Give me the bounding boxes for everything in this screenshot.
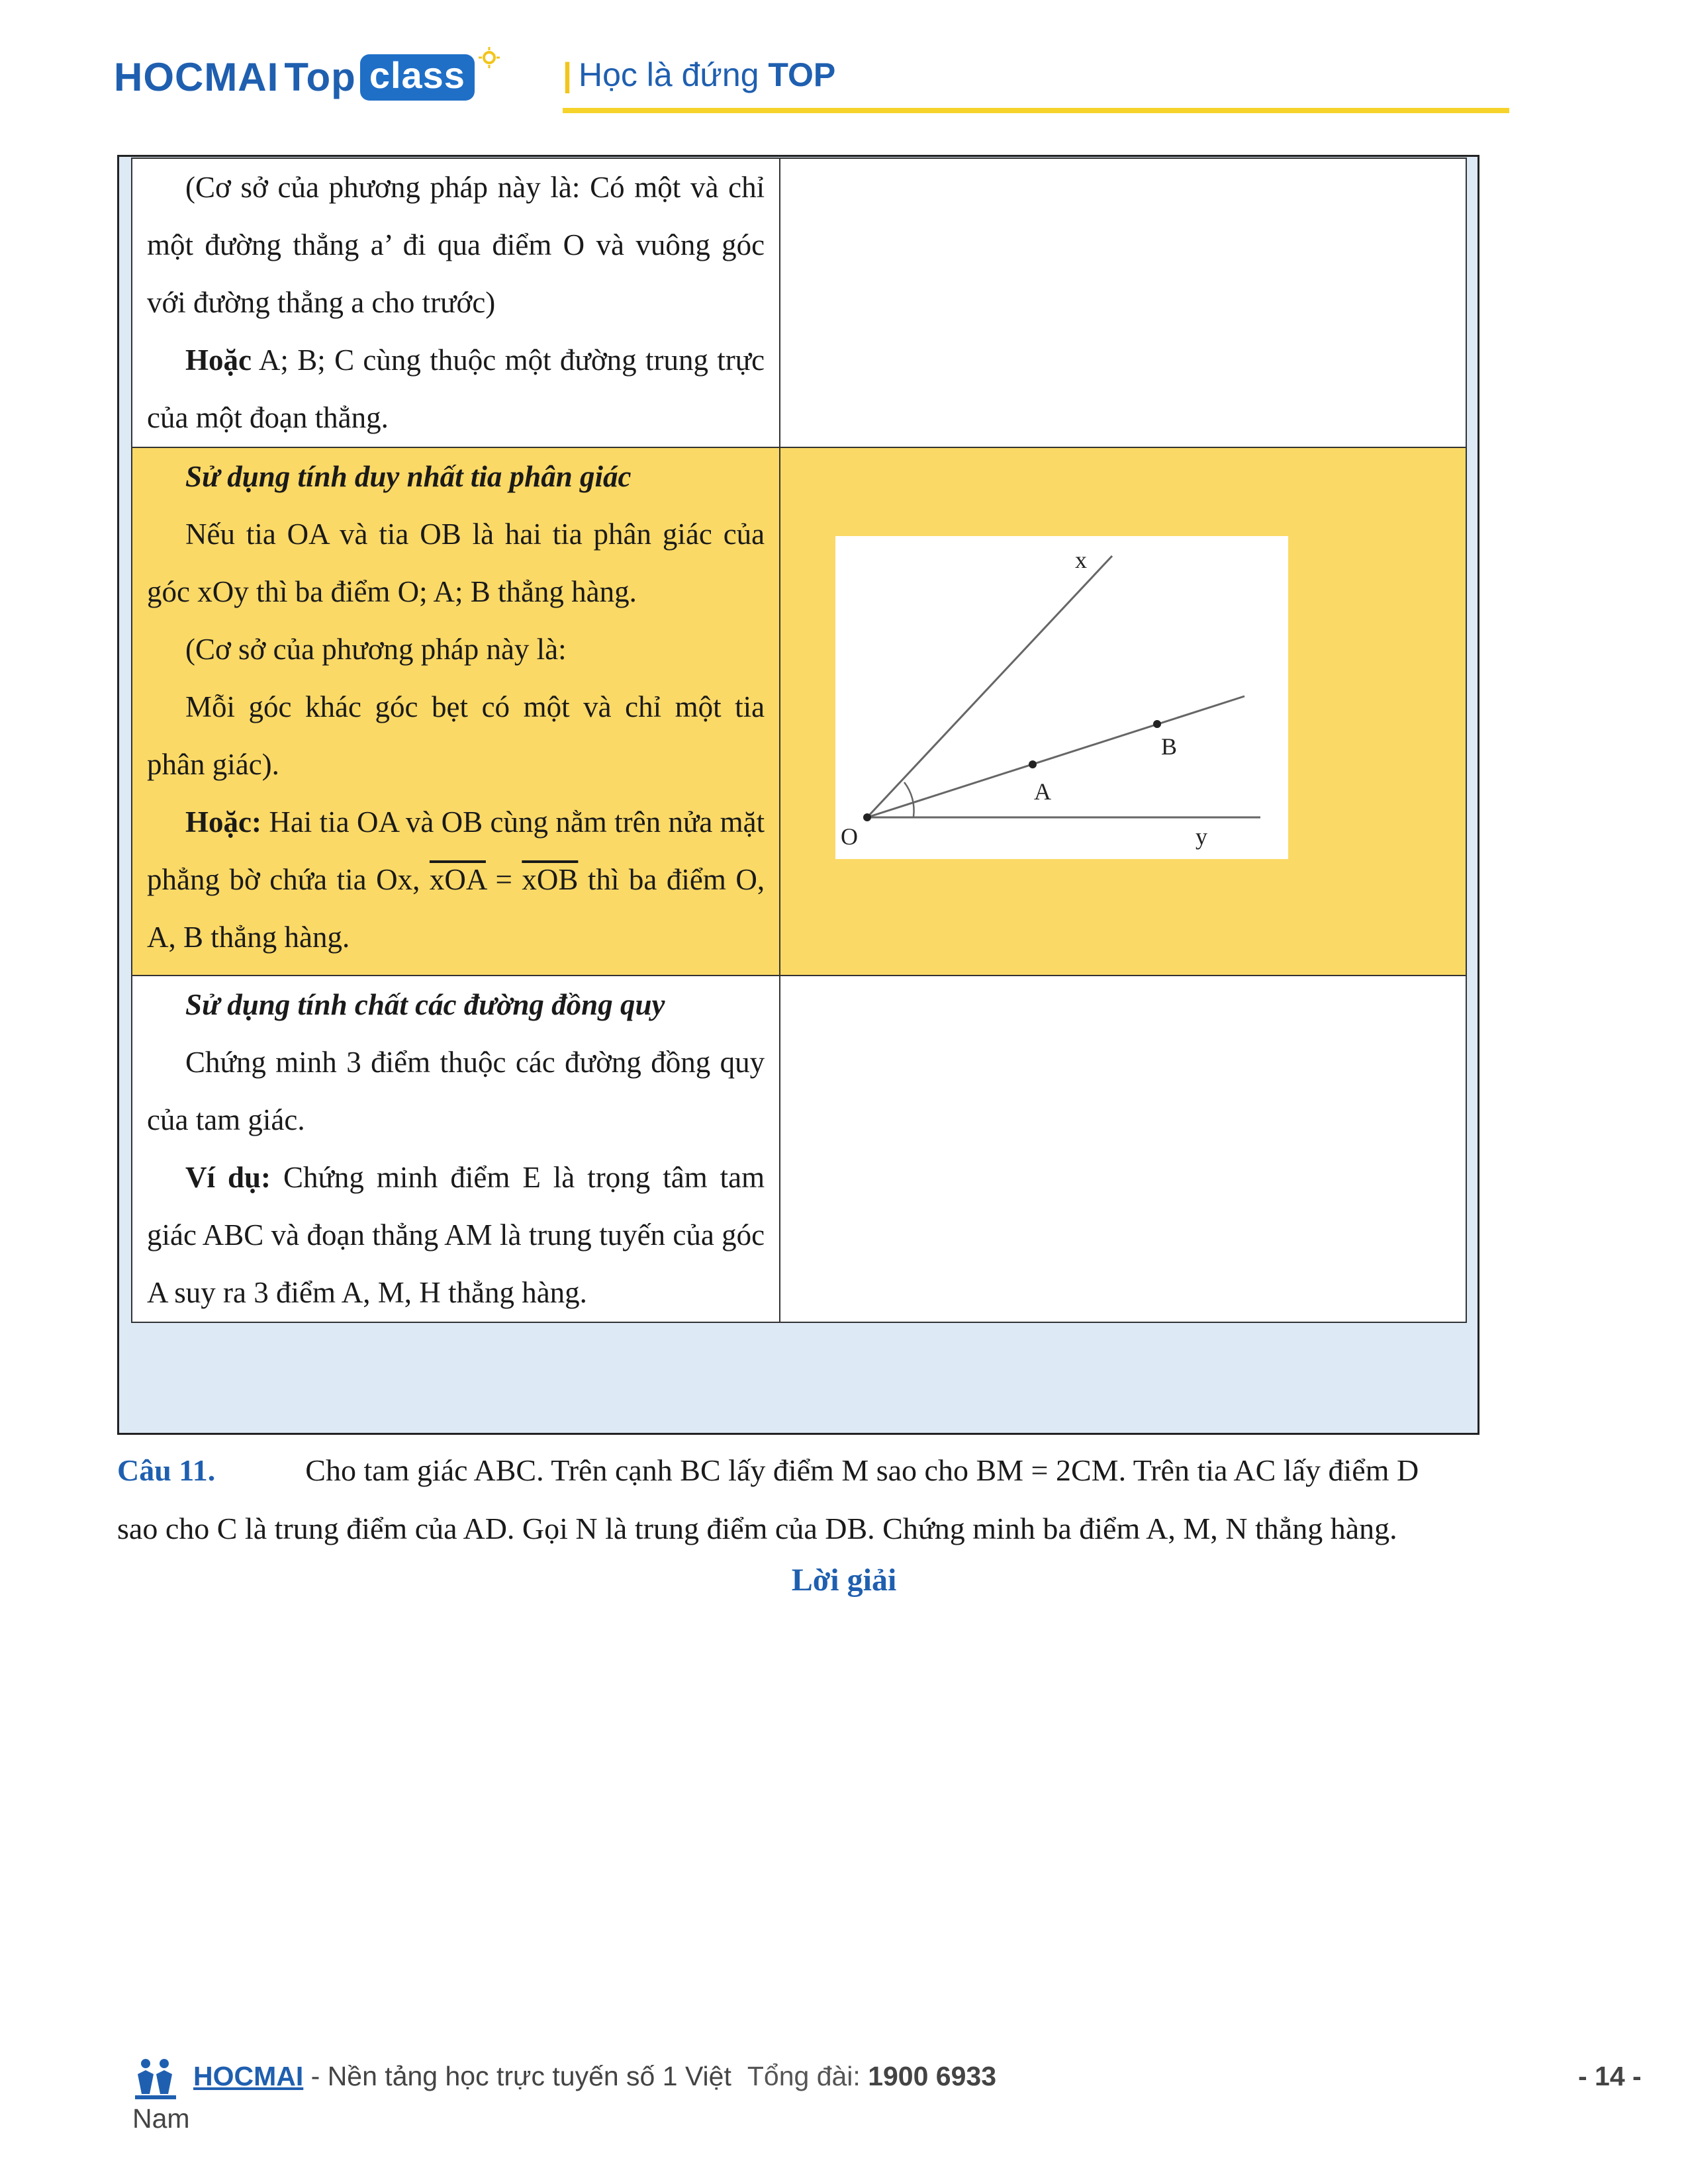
method-text: Chứng minh 3 điểm thuộc các đường đồng quy của tam giác. bbox=[147, 1046, 765, 1136]
method-text: Chứng minh điểm E là trọng tâm tam giác ABC và đoạn thẳng AM là trung tuyến của góc A suy ra 3 điểm A, M, H thẳng hàng. bbox=[147, 1161, 765, 1309]
logo-top: Top bbox=[284, 55, 356, 99]
illustration-cell bbox=[780, 976, 1466, 1322]
method-cell bbox=[132, 976, 780, 1322]
method-text: A; B; C cùng thuộc một đường trung trực của một đoạn thẳng. bbox=[147, 343, 765, 434]
table-row bbox=[132, 158, 1466, 447]
hocmai-people-icon bbox=[132, 2054, 179, 2101]
tagline-top: TOP bbox=[768, 56, 836, 93]
page-header bbox=[0, 0, 1688, 132]
page-number: - 14 - bbox=[1578, 2061, 1642, 2091]
point-b bbox=[1153, 720, 1161, 728]
header-tagline: | Học là đứng TOP bbox=[563, 56, 836, 93]
label-a: A bbox=[1034, 778, 1051, 805]
header-underline bbox=[563, 108, 1509, 113]
table-row bbox=[132, 976, 1466, 1322]
point-o bbox=[863, 813, 871, 821]
method-title: Sử dụng tính duy nhất tia phân giác bbox=[185, 460, 632, 493]
question-text: sao cho C là trung điểm của AD. Gọi N là trung điểm của DB. Chứng minh ba điểm A, M, N thẳng hàng. bbox=[117, 1512, 1397, 1545]
method-keyword: Hoặc bbox=[185, 343, 252, 377]
angle-xoa: $\overline{xOA}$ bbox=[429, 863, 486, 896]
question-text: Cho tam giác ABC. Trên cạnh BC lấy điểm M sao cho BM = 2CM. Trên tia AC lấy điểm D bbox=[305, 1453, 1419, 1487]
page-footer bbox=[132, 2058, 1642, 2098]
logo-class: class bbox=[360, 54, 475, 101]
angle-bisector-figure bbox=[835, 536, 1288, 859]
question-line-2 bbox=[117, 1500, 1547, 1558]
label-b: B bbox=[1161, 733, 1178, 760]
sun-icon bbox=[478, 46, 500, 69]
method-text: thì ba điểm O, A, B thẳng hàng. bbox=[147, 863, 765, 954]
footer-hotline-number: 1900 6933 bbox=[868, 2061, 997, 2091]
tagline-text: Học là đứng bbox=[579, 56, 769, 93]
footer-hotline-label: Tổng đài: bbox=[747, 2061, 868, 2091]
label-o: O bbox=[841, 823, 858, 850]
logo-hocmai: HOCMAI bbox=[114, 55, 279, 99]
method-cell bbox=[132, 158, 780, 447]
question-number: Câu 11. bbox=[117, 1453, 216, 1487]
method-text: (Cơ sở của phương pháp này là: bbox=[185, 633, 567, 666]
method-keyword: Hoặc: bbox=[185, 805, 261, 839]
method-text: (Cơ sở của phương pháp này là: Có một và chỉ một đường thẳng a’ đi qua điểm O và vuông góc với đường thẳng a cho trước) bbox=[147, 171, 765, 319]
method-cell bbox=[132, 447, 780, 976]
point-a bbox=[1029, 760, 1037, 768]
illustration-cell bbox=[780, 158, 1466, 447]
method-text: Hai tia OA và OB cùng nằm trên nửa mặt phẳng bờ chứa tia Ox, bbox=[147, 805, 765, 896]
hocmai-topclass-logo bbox=[114, 54, 475, 103]
equals-sign: = bbox=[485, 863, 522, 896]
footer-brand-link[interactable]: HOCMAI bbox=[193, 2061, 304, 2091]
label-x: x bbox=[1075, 547, 1087, 573]
solution-heading: Lời giải bbox=[791, 1563, 897, 1598]
method-title: Sử dụng tính chất các đường đồng quy bbox=[185, 988, 665, 1021]
angle-xob: $\overline{xOB}$ bbox=[522, 863, 579, 896]
method-text: Mỗi góc khác góc bẹt có một và chỉ một tia phân giác). bbox=[147, 690, 765, 781]
method-text: Nếu tia OA và tia OB là hai tia phân giác của góc xOy thì ba điểm O; A; B thẳng hàng. bbox=[147, 518, 765, 608]
angle-arc bbox=[904, 782, 914, 817]
angle-diagram bbox=[835, 536, 1288, 859]
footer-tagline: - Nền tảng học trực tuyến số 1 Việt bbox=[303, 2061, 731, 2091]
method-keyword: Ví dụ: bbox=[185, 1161, 271, 1194]
question-line-1 bbox=[117, 1441, 1547, 1500]
footer-wrap-text: Nam bbox=[132, 2103, 190, 2134]
label-y: y bbox=[1196, 823, 1207, 850]
